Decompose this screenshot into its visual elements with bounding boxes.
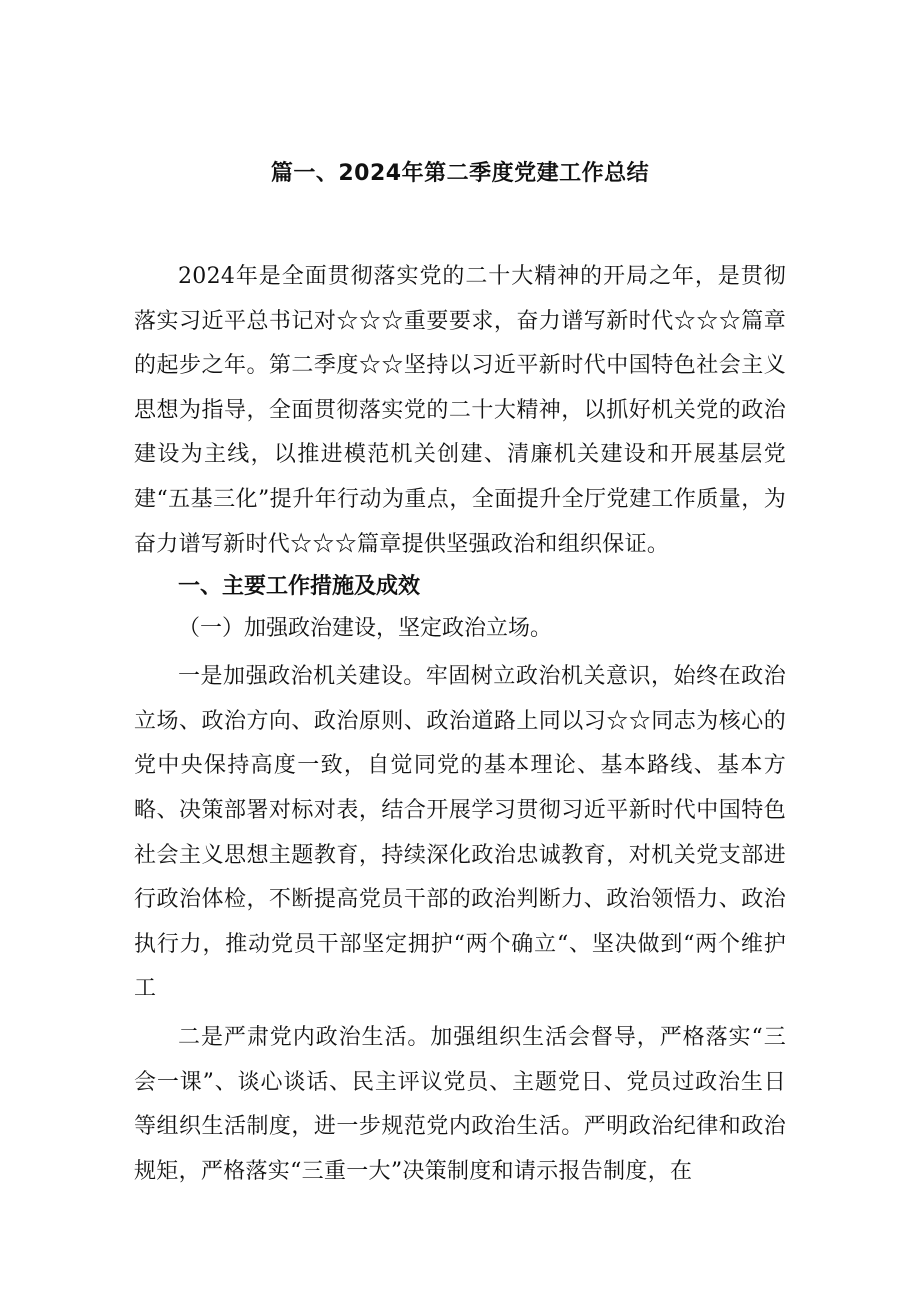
document-body	[134, 255, 786, 1194]
subsection-heading: （一）加强政治建设，坚定政治立场。	[178, 616, 553, 642]
intro-paragraph: 2024年是全面贯彻落实党的二十大精神的开局之年，是贯彻落实习近平总书记对☆☆☆重要要求，奋力谱写新时代☆☆☆篇章的起步之年。第二季度☆☆坚持以习近平新时代中国特色社会主义思想为指导，全面贯彻落实党的二十大精神，以抓好机关党的政治建设为主线，以推进模范机关创建、清廉机关建设和开展基层党建“五基三化”提升年行动为重点，全面提升全厅党建工作质量，为奋力谱写新时代☆☆☆篇章提供坚强政治和组织保证。	[134, 264, 786, 557]
document-title: 篇一、2024年第二季度党建工作总结	[270, 161, 650, 186]
section-heading: 一、主要工作措施及成效	[178, 574, 421, 600]
body-paragraph-1: 一是加强政治机关建设。牢固树立政治机关意识，始终在政治立场、政治方向、政治原则、政治道路上同以习☆☆同志为核心的党中央保持高度一致，自觉同党的基本理论、基本路线、基本方略、决策部署对标对表，结合开展学习贯彻习近平新时代中国特色社会主义思想主题教育，持续深化政治忠诚教育，对机关党支部进行政治体检，不断提高党员干部的政治判断力、政治领悟力、政治执行力，推动党员干部坚定拥护“两个确立“、坚决做到“两个维护工	[134, 664, 786, 1002]
body-paragraph-2: 二是严肃党内政治生活。加强组织生活会督导，严格落实“三会一课”、谈心谈话、民主评议党员、主题党日、党员过政治生日等组织生活制度，进一步规范党内政治生活。严明政治纪律和政治规矩，严格落实“三重一大”决策制度和请示报告制度，在	[134, 1024, 786, 1184]
